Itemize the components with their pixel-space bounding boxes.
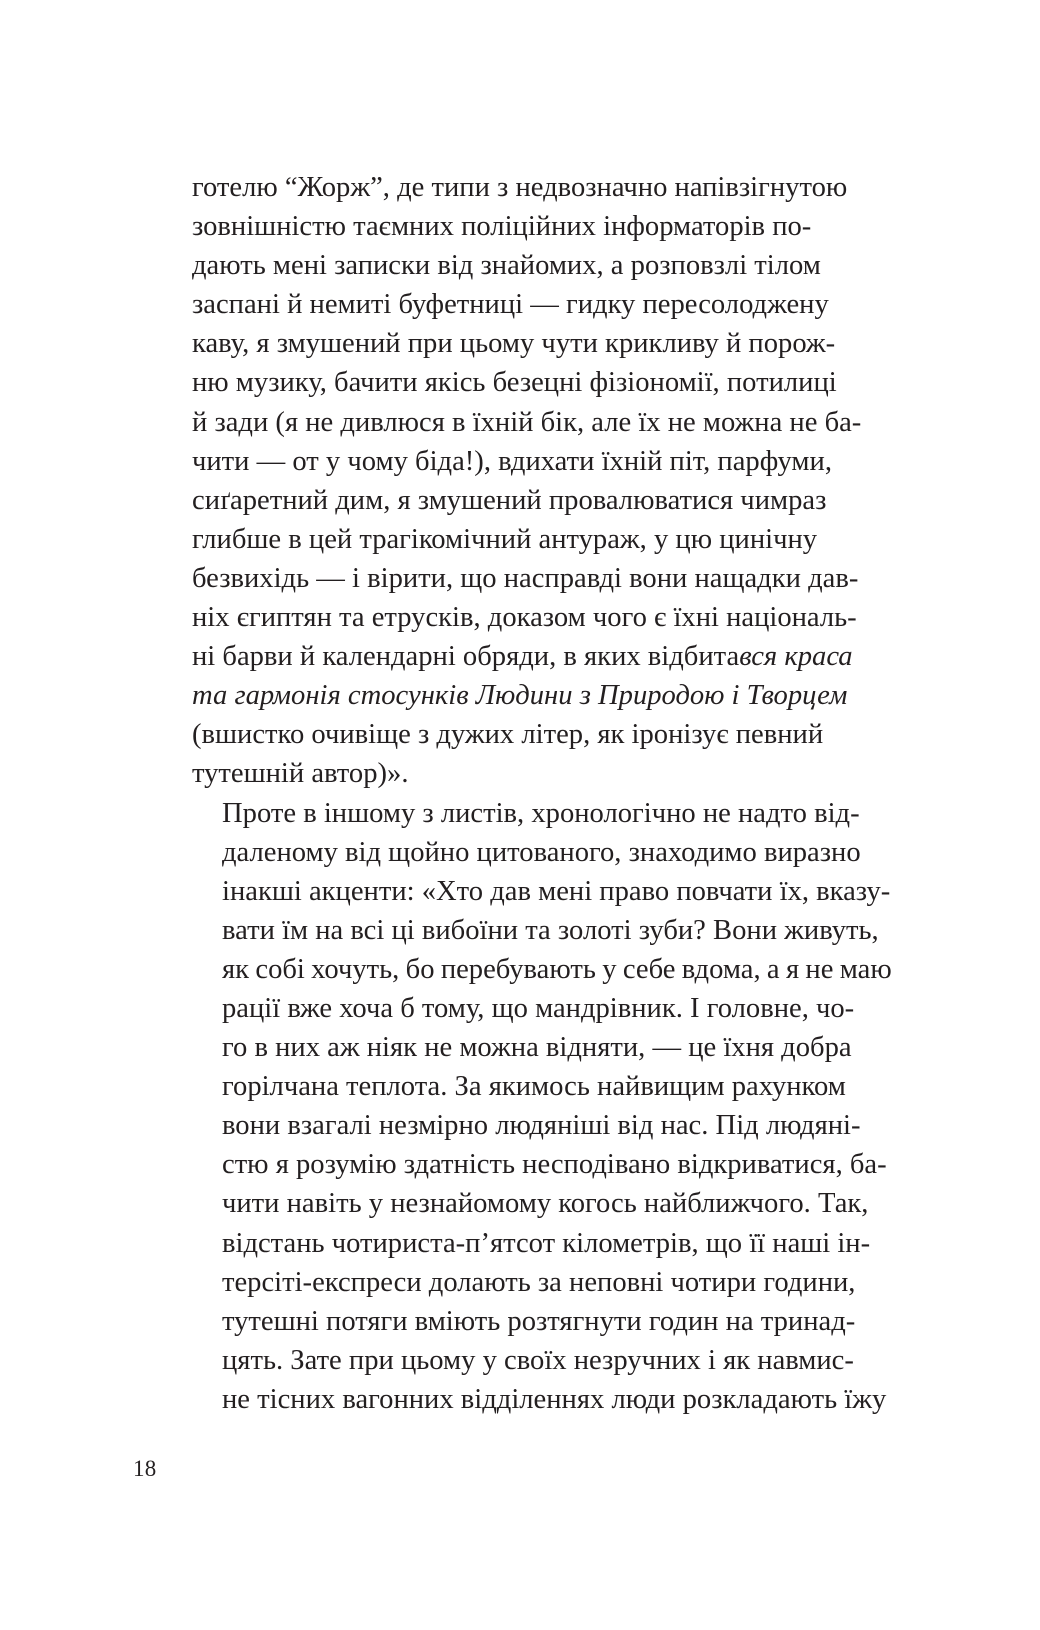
text-line: вони взагалі незмірно людяніші від нас. Під людяні- <box>222 1110 861 1142</box>
text-line: ню музику, бачити якісь безецні фізіономії, потилиці <box>192 367 837 399</box>
page-text-body <box>192 168 892 1419</box>
text-line: даленому від щойно цитованого, знаходимо виразно <box>222 836 861 868</box>
text-line: чити — от у чому біда!), вдихати їхній піт, парфуми, <box>192 445 832 477</box>
text-line: відстань чотириста-п’ятсот кілометрів, що її наші ін- <box>222 1227 871 1259</box>
text-line: як собі хочуть, бо перебувають у себе вдома, а я не маю <box>222 953 892 985</box>
text-line: заспані й немиті буфетниці — гидку пересолоджену <box>192 289 829 321</box>
text-line: глибше в цей трагікомічний антураж, у цю цинічну <box>192 523 818 555</box>
text-line: тутешні потяги вміють розтягнути годин на тринад- <box>222 1305 856 1337</box>
text-line: (вшистко очивіще з дужих літер, як іронізує певний <box>192 719 824 751</box>
text-line-first-indented: Проте в іншому з листів, хронологічно не надто від- <box>222 797 860 829</box>
text-line-italic: та гармонія стосунків Людини з Природою і Творцем <box>192 680 848 712</box>
text-line: чити навіть у незнайомому когось найближчого. Так, <box>222 1188 869 1220</box>
text-line: стю я розумію здатність несподівано відкриватися, ба- <box>222 1149 887 1181</box>
text-line-last: тутешній автор)». <box>192 758 409 790</box>
text-line: го в них аж ніяк не можна відняти, — це їхня добра <box>222 1032 852 1064</box>
paragraph-prote <box>192 794 892 1420</box>
paragraph-continued <box>192 168 892 794</box>
text-line: зовнішністю таємних поліційних інформаторів по- <box>192 211 812 243</box>
text-line: інакші акценти: «Хто дав мені право повчати їх, вказу- <box>222 875 891 907</box>
text-line: цять. Зате при цьому у своїх незручних і як навмис- <box>222 1344 854 1376</box>
text-line: рації вже хоча б тому, що мандрівник. І головне, чо- <box>222 992 855 1024</box>
text-run-italic: вся краса <box>739 641 853 673</box>
text-line: дають мені записки від знайомих, а розповзлі тілом <box>192 250 821 282</box>
text-line: ніх єгиптян та етрусків, доказом чого є їхні національ- <box>192 602 857 634</box>
text-line: терсіті-експреси долають за неповні чотири години, <box>222 1266 856 1298</box>
text-line: готелю “Жорж”, де типи з недвозначно напівзігнутою <box>192 172 848 203</box>
page-number: 18 <box>133 1456 157 1481</box>
text-line: горілчана теплота. За якимось найвищим рахунком <box>222 1071 846 1103</box>
text-line: вати їм на всі ці вибоїни та золоті зуби? Вони живуть, <box>222 914 879 946</box>
text-line: й зади (я не дивлюся в їхній бік, але їх не можна не ба- <box>192 406 862 438</box>
text-line-mixed <box>192 637 892 676</box>
text-run-roman: ні барви й календарні обряди, в яких відбита <box>192 641 740 673</box>
text-line: каву, я змушений при цьому чути крикливу й порож- <box>192 328 836 360</box>
text-line-last: не тісних вагонних відділеннях люди розкладають їжу <box>222 1383 887 1415</box>
text-line: безвихідь — і вірити, що насправді вони нащадки дав- <box>192 562 859 594</box>
text-line: сиґаретний дим, я змушений провалюватися чимраз <box>192 484 827 516</box>
